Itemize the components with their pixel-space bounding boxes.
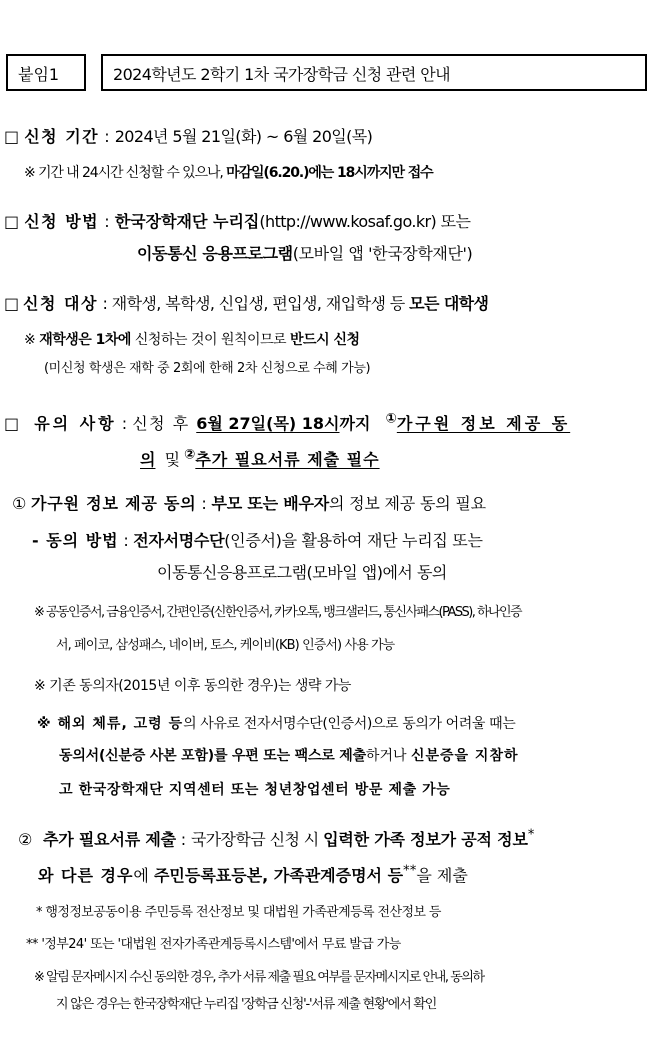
section-bullet: □ bbox=[4, 414, 20, 433]
page-title: 2024학년도 2학기 1차 국가장학금 신청 관련 안내 bbox=[113, 65, 450, 84]
section-bullet: □ bbox=[4, 294, 19, 313]
all-students: 모든 대학생 bbox=[409, 294, 489, 313]
target-section: □ 신청 대상 : 재학생, 복학생, 신입생, 편입생, 재입학생 등 모든 대학생 bbox=[4, 294, 489, 313]
target-label: 신청 대상 bbox=[23, 294, 98, 313]
docs-title: 추가 필요서류 제출 bbox=[43, 830, 176, 849]
certificate-list: ※ 공동인증서, 금융인증서, 간편인증(신한인증서, 카카오톡, 뱅크샐러드, 통신사패스(PASS), 하나인증 bbox=[34, 605, 521, 620]
docs-line2: 와 다른 경우에 주민등록표등본, 가족관계증명서 등**을 제출 bbox=[38, 863, 468, 885]
target-sub-note: (미신청 학생은 재학 중 2회에 한해 2차 신청으로 수혜 가능) bbox=[44, 361, 371, 376]
notice-label: 유의 사항 bbox=[34, 414, 117, 433]
circle-two: ② bbox=[184, 447, 196, 463]
footnote-2: ** '정부24' 또는 '대법원 전자가족관계등록시스템'에서 무료 발급 가능 bbox=[26, 937, 401, 952]
abroad-note: ※ 해외 체류, 고령 등의 사유로 전자서명수단(인증서)으로 동의가 어려울 때는 bbox=[37, 716, 516, 732]
period-value: 2024년 5월 21일(화) ~ 6월 20일(목) bbox=[114, 127, 373, 146]
method-line2: 이동통신 응용프로그램(모바일 앱 '한국장학재단') bbox=[137, 244, 473, 263]
sms-note: ※ 알림 문자메시지 수신 동의한 경우, 추가 서류 제출 필요 여부를 문자메시지로 안내, 동의하 bbox=[34, 970, 484, 985]
notice-item-docs: 추가 필요서류 제출 필수 bbox=[195, 450, 380, 469]
notice-item-consent: 가구원 정보 제공 동 bbox=[396, 414, 571, 433]
consent-heading: ① 가구원 정보 제공 동의 : 부모 또는 배우자의 정보 제공 동의 필요 bbox=[12, 494, 486, 513]
kosaf-website: 한국장학재단 누리집 bbox=[114, 212, 260, 231]
notice-section: □ 유의 사항 : 신청 후 6월 27일(목) 18시까지 ①가구원 정보 제공 동 bbox=[4, 411, 571, 433]
period-note: ※ 기간 내 24시간 신청할 수 있으나, 마감일(6.20.)에는 18시까지만 접수 bbox=[24, 165, 433, 181]
target-note: ※ 재학생은 1차에 신청하는 것이 원칙이므로 반드시 신청 bbox=[24, 332, 360, 348]
circle-one: ① bbox=[385, 411, 397, 427]
consent-method-label: - 동의 방법 bbox=[32, 531, 119, 550]
notice-line2: 의 및 ②추가 필요서류 제출 필수 bbox=[140, 447, 380, 469]
notice-deadline: 6월 27일(목) 18시 bbox=[196, 414, 340, 433]
certificate-list-cont: 서, 페이코, 삼성패스, 네이버, 토스, 케이비(KB) 인증서) 사용 가능 bbox=[56, 638, 395, 653]
mobile-app: 이동통신 응용프로그램 bbox=[137, 244, 293, 263]
section-bullet: □ bbox=[4, 212, 20, 231]
docs-heading: ② 추가 필요서류 제출 : 국가장학금 신청 시 입력한 가족 정보가 공적 정보* bbox=[18, 827, 535, 849]
sms-note-cont: 지 않은 경우는 한국장학재단 누리집 '장학금 신청'-'서류 제출 현황'에서 확인 bbox=[56, 997, 437, 1012]
abroad-note-line2: 동의서(신분증 사본 포함)를 우편 또는 팩스로 제출하거나 신분증을 지참하 bbox=[59, 748, 519, 764]
period-label: 신청 기간 bbox=[24, 127, 100, 146]
deadline-note: 마감일(6.20.)에는 18시까지만 접수 bbox=[226, 165, 433, 181]
method-label: 신청 방법 bbox=[24, 212, 100, 231]
footnote-1: * 행정정보공동이용 주민등록 전산정보 및 대법원 가족관계등록 전산정보 등 bbox=[36, 905, 441, 920]
consent-method: - 동의 방법 : 전자서명수단(인증서)을 활용하여 재단 누리집 또는 bbox=[32, 531, 483, 550]
consent-title: 가구원 정보 제공 동의 bbox=[31, 494, 197, 513]
method-section: □ 신청 방법 : 한국장학재단 누리집(http://www.kosaf.go.kr) 또는 bbox=[4, 212, 471, 231]
section-bullet: □ bbox=[4, 127, 20, 146]
consent-method-line2: 이동통신응용프로그램(모바일 앱)에서 동의 bbox=[157, 563, 447, 582]
abroad-note-line3: 고 한국장학재단 지역센터 또는 청년창업센터 방문 제출 가능 bbox=[59, 782, 451, 798]
attachment-tag: 붙임1 bbox=[18, 65, 60, 84]
prior-consent-note: ※ 기존 동의자(2015년 이후 동의한 경우)는 생략 가능 bbox=[34, 678, 351, 694]
period-section: □ 신청 기간 : 2024년 5월 21일(화) ~ 6월 20일(목) bbox=[4, 127, 373, 146]
